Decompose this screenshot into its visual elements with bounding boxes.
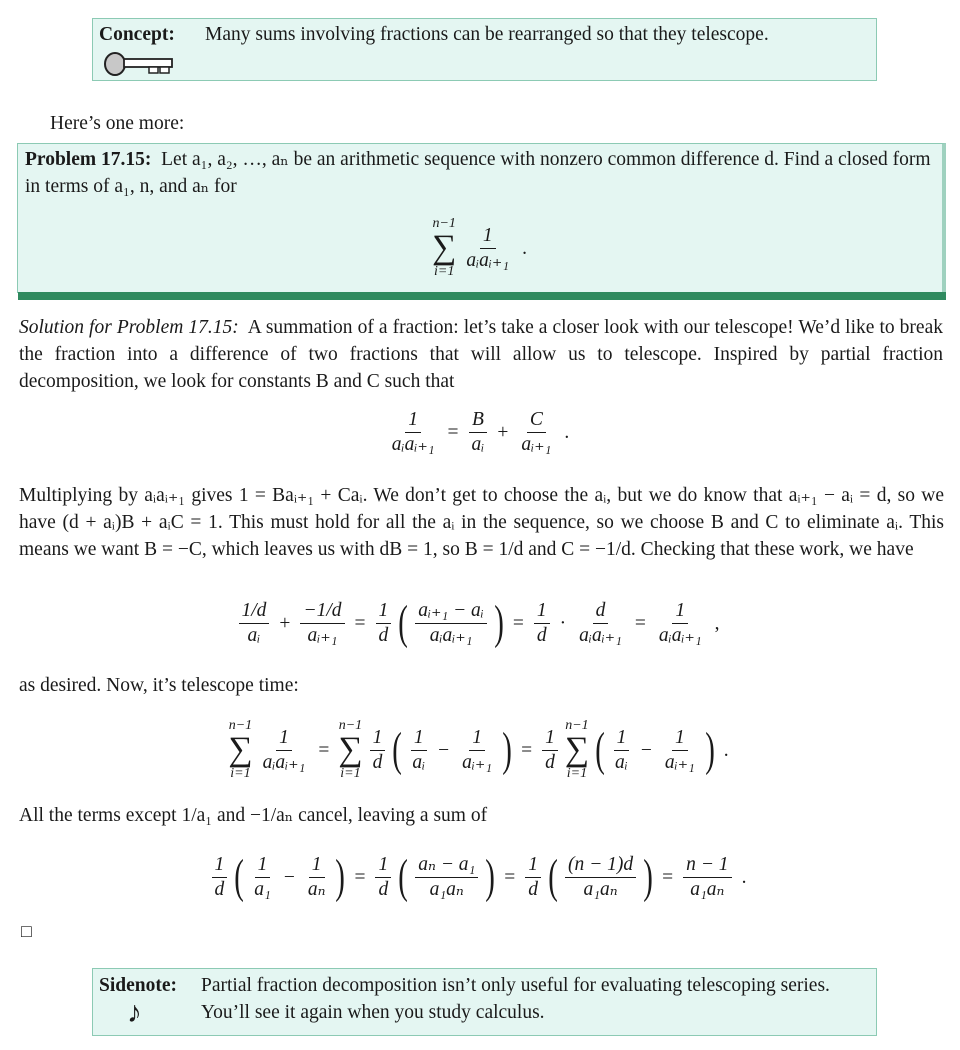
sidenote-box (92, 968, 877, 1036)
numerator: 1 (672, 726, 688, 751)
key-icon (103, 51, 175, 77)
fraction (212, 853, 228, 902)
upper-limit: n−1 (565, 718, 589, 733)
fraction (415, 853, 478, 902)
fraction (662, 726, 698, 775)
lower-limit: i=1 (340, 766, 361, 781)
equation-2 (0, 598, 960, 648)
fraction (239, 599, 270, 648)
denominator: d (378, 624, 389, 646)
concept-label: Concept: (99, 24, 175, 45)
numerator: n − 1 (683, 853, 731, 878)
denominator: aᵢ (471, 434, 485, 455)
equation-4 (0, 852, 960, 902)
fraction (305, 853, 329, 902)
denominator: aₙ (307, 878, 326, 900)
math-operator: + (497, 422, 509, 443)
concept-box (92, 18, 877, 81)
problem-label: Problem 17.15: (25, 149, 152, 170)
equation-3 (0, 718, 960, 782)
problem-box (17, 143, 946, 293)
math-operator: = (318, 739, 330, 761)
parenthesis: ) (643, 850, 653, 903)
numerator: 1 (614, 726, 630, 751)
denominator: d (545, 751, 555, 773)
numerator: 1/d (239, 599, 270, 624)
numerator: 1 (542, 726, 558, 751)
denominator: aᵢ₊₁ (462, 751, 493, 773)
parenthesis: ( (392, 723, 403, 776)
denominator: a₁ (254, 878, 271, 900)
music-note-icon: ♪ (127, 996, 142, 1029)
solution-text: A summation of a fraction: let’s take a closer look with our telescope! We’d like to break the fraction into a difference of two fractions that will allow us to telescope. Inspired by partial fraction decomposition, we look for constants B and C such that (19, 317, 943, 392)
problem-text: Let a₁, a₂, …, aₙ be an arithmetic sequence with nonzero common difference d. Find a closed form in terms of a₁, n, and aₙ for (25, 149, 931, 197)
solution-paragraph-1 (19, 314, 943, 395)
upper-limit: n−1 (338, 718, 363, 733)
numerator: 1 (370, 726, 386, 751)
denominator: aᵢaᵢ₊₁ (579, 624, 622, 646)
numerator: 1 (672, 599, 688, 624)
denominator: d (214, 878, 225, 900)
parenthesis: ) (705, 723, 715, 776)
upper-limit: n−1 (432, 216, 456, 231)
denominator: aᵢaᵢ₊₁ (429, 624, 473, 646)
denominator: d (372, 751, 383, 773)
denominator: a₁aₙ (583, 878, 618, 900)
fraction (376, 599, 392, 648)
equation-1 (0, 408, 960, 457)
summation (338, 718, 362, 782)
problem-statement (25, 146, 934, 200)
numerator: 1 (375, 853, 391, 878)
denominator: aᵢaᵢ₊₁ (466, 249, 510, 271)
lower-limit: i=1 (230, 766, 251, 781)
fraction (542, 726, 558, 775)
math-operator: − (283, 866, 295, 888)
math-operator: = (354, 612, 366, 634)
fraction (459, 726, 495, 775)
sigma-symbol: ∑ (564, 731, 590, 768)
math-operator: − (438, 739, 450, 761)
summation (565, 718, 589, 782)
math-operator: , (714, 612, 720, 634)
numerator: 1 (411, 726, 427, 751)
upper-limit: n−1 (228, 718, 253, 733)
parenthesis: ) (494, 596, 504, 649)
numerator: −1/d (300, 599, 344, 624)
numerator: C (527, 408, 546, 433)
parenthesis: ( (398, 596, 409, 649)
fraction (300, 599, 344, 648)
solution-paragraph-4: All the terms except 1/a₁ and −1/aₙ cancel, leaving a sum of (19, 805, 488, 826)
math-operator: . (723, 739, 729, 761)
qed-symbol: □ (21, 921, 32, 941)
numerator: 1 (276, 726, 292, 751)
parenthesis: ( (234, 850, 245, 903)
denominator: aᵢ₊₁ (521, 434, 552, 455)
denominator: aᵢ₊₁ (664, 751, 695, 773)
sidenote-label: Sidenote: (99, 975, 177, 996)
math-operator: . (564, 422, 570, 443)
denominator: d (528, 878, 539, 900)
math-operator: + (279, 612, 291, 634)
sigma-symbol: ∑ (432, 229, 457, 266)
denominator: aᵢ₊₁ (307, 624, 338, 646)
fraction (565, 853, 636, 902)
numerator: (n − 1)d (565, 853, 636, 878)
numerator: 1 (469, 726, 485, 751)
sidenote-text: Partial fraction decomposition isn’t only useful for evaluating telescoping series. You’ll see it again when you study calculus. (201, 975, 830, 1023)
numerator: 1 (480, 224, 496, 249)
numerator: d (593, 599, 609, 624)
fraction (612, 726, 631, 775)
math-operator: = (634, 612, 646, 634)
solution-label: Solution for Problem 17.15: (19, 317, 239, 338)
denominator: a₁aₙ (690, 878, 725, 900)
numerator: 1 (309, 853, 325, 878)
fraction (683, 853, 731, 902)
numerator: aᵢ₊₁ − aᵢ (415, 599, 487, 624)
parenthesis: ) (502, 723, 512, 776)
math-operator: = (662, 866, 674, 888)
problem-bar (18, 292, 946, 300)
fraction (518, 408, 554, 457)
denominator: aᵢaᵢ₊₁ (391, 434, 435, 455)
fraction (415, 599, 487, 648)
problem-equation (1, 216, 960, 280)
denominator: d (536, 624, 547, 646)
numerator: 1 (534, 599, 550, 624)
fraction (469, 408, 488, 457)
denominator: d (378, 878, 389, 900)
fraction (260, 726, 309, 775)
fraction (409, 726, 428, 775)
lower-limit: i=1 (566, 766, 588, 781)
denominator: aᵢaᵢ₊₁ (262, 751, 306, 773)
numerator: 1 (525, 853, 541, 878)
sigma-symbol: ∑ (228, 731, 253, 768)
solution-paragraph-2: Multiplying by aᵢaᵢ₊₁ gives 1 = Baᵢ₊₁ + Caᵢ. We don’t get to choose the aᵢ, but we do know that aᵢ₊₁ − aᵢ = d, so we have (d + aᵢ)B + aᵢC = 1. This must hold for all the aᵢ in the sequence, so we choose B and C to eliminate aᵢ. This means we want B = −C, which leaves us with dB = 1, so B = 1/d and C = −1/d. Checking that these work, we have (19, 485, 944, 560)
parenthesis: ( (548, 850, 558, 903)
denominator: aᵢaᵢ₊₁ (658, 624, 702, 646)
math-operator: = (512, 612, 524, 634)
intro-text: Here’s one more: (50, 113, 185, 134)
numerator: 1 (255, 853, 271, 878)
math-operator: · (559, 612, 567, 634)
fraction (463, 224, 512, 273)
sigma-symbol: ∑ (338, 731, 363, 768)
math-operator: = (521, 739, 533, 761)
solution-paragraph-3: as desired. Now, it’s telescope time: (19, 675, 299, 696)
fraction (375, 853, 391, 902)
parenthesis: ) (335, 850, 346, 903)
fraction (389, 408, 438, 457)
numerator: 1 (405, 408, 421, 433)
numerator: B (469, 408, 487, 433)
denominator: aᵢ (615, 751, 628, 773)
fraction (525, 853, 541, 902)
denominator: aᵢ (412, 751, 426, 773)
numerator: 1 (376, 599, 392, 624)
numerator: 1 (212, 853, 228, 878)
fraction (534, 599, 550, 648)
parenthesis: ) (485, 850, 496, 903)
lower-limit: i=1 (434, 264, 455, 279)
fraction (370, 726, 386, 775)
math-operator: . (522, 237, 527, 259)
parenthesis: ( (595, 723, 605, 776)
math-operator: = (447, 422, 459, 443)
fraction (656, 599, 705, 648)
denominator: aᵢ (247, 624, 261, 646)
math-operator: − (640, 739, 652, 761)
math-operator: = (354, 866, 366, 888)
fraction (576, 599, 625, 648)
fraction (251, 853, 274, 902)
denominator: a₁aₙ (429, 878, 464, 900)
summation (432, 216, 456, 280)
concept-text: Many sums involving fractions can be rearranged so that they telescope. (205, 24, 769, 45)
summation (228, 718, 252, 782)
parenthesis: ( (398, 850, 408, 903)
math-operator: . (741, 866, 747, 888)
math-operator: = (504, 866, 516, 888)
numerator: aₙ − a₁ (415, 853, 478, 878)
